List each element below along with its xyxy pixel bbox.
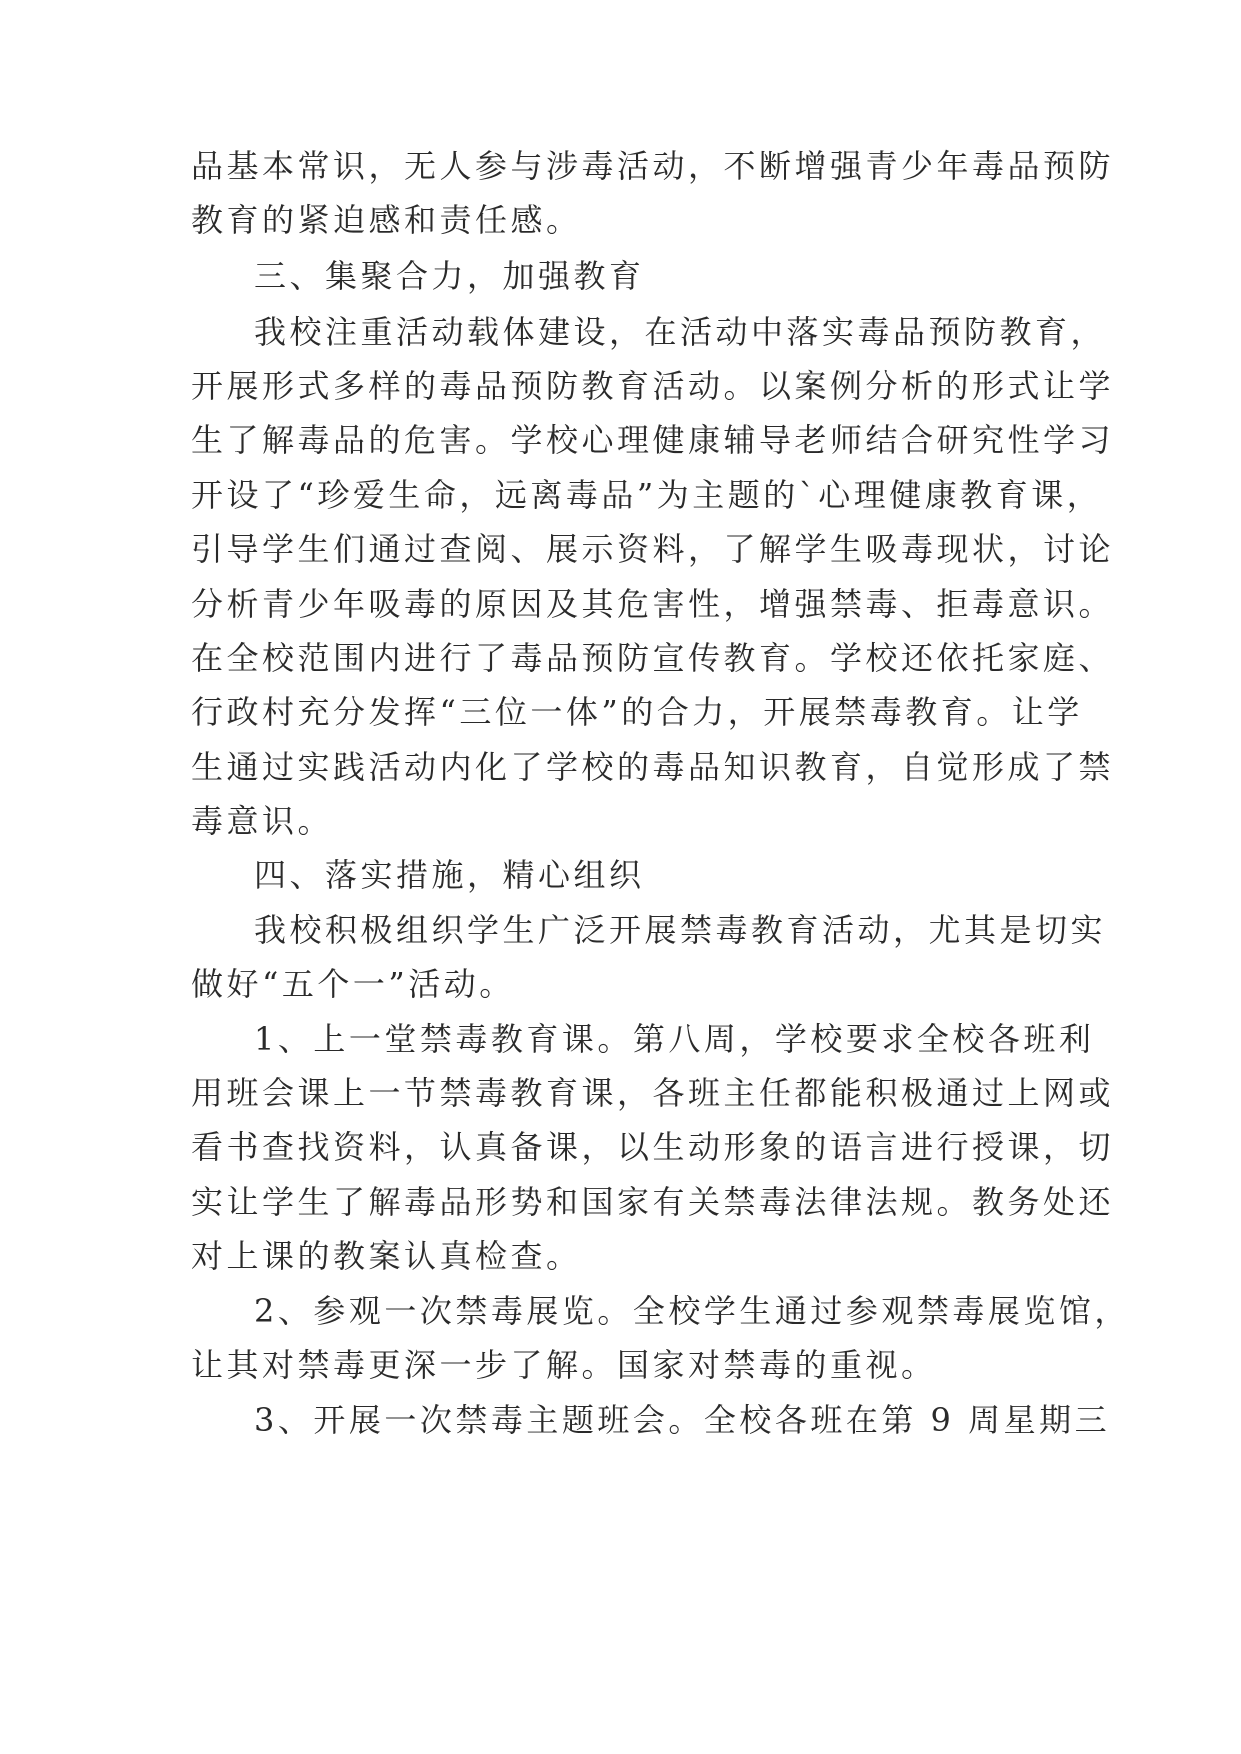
text-line: 让其对禁毒更深一步了解。国家对禁毒的重视。: [191, 1346, 937, 1384]
text-line: 毒意识。: [191, 802, 334, 840]
text-line: 开展形式多样的毒品预防教育活动。以案例分析的形式让学: [191, 367, 1115, 405]
section-heading-3: 三、集聚合力，加强教育: [254, 257, 645, 295]
text-line: 3、开展一次禁毒主题班会。全校各班在第 9 周星期三: [254, 1401, 1111, 1439]
text-line: 品基本常识，无人参与涉毒活动，不断增强青少年毒品预防: [191, 147, 1115, 185]
text-line: 用班会课上一节禁毒教育课，各班主任都能积极通过上网或: [191, 1074, 1115, 1112]
text-line: 看书查找资料，认真备课，以生动形象的语言进行授课，切: [191, 1128, 1115, 1166]
text-line: 生通过实践活动内化了学校的毒品知识教育，自觉形成了禁: [191, 748, 1115, 786]
section-heading-4: 四、落实措施，精心组织: [254, 856, 645, 894]
text-line: 开设了“珍爱生命，远离毒品”为主题的`心理健康教育课，: [191, 476, 1103, 514]
text-line: 我校注重活动载体建设，在活动中落实毒品预防教育，: [254, 313, 1107, 351]
text-line: 行政村充分发挥“三位一体”的合力，开展禁毒教育。让学: [191, 693, 1083, 731]
text-line: 教育的紧迫感和责任感。: [191, 201, 582, 239]
text-line: 2、参观一次禁毒展览。全校学生通过参观禁毒展览馆，: [254, 1292, 1130, 1330]
text-line: 我校积极组织学生广泛开展禁毒教育活动，尤其是切实: [254, 911, 1107, 949]
text-line: 引导学生们通过查阅、展示资料，了解学生吸毒现状，讨论: [191, 530, 1115, 568]
text-line: 1、上一堂禁毒教育课。第八周，学校要求全校各班利: [254, 1020, 1095, 1058]
text-line: 实让学生了解毒品形势和国家有关禁毒法律法规。教务处还: [191, 1183, 1115, 1221]
text-line: 在全校范围内进行了毒品预防宣传教育。学校还依托家庭、: [191, 639, 1115, 677]
text-line: 对上课的教案认真检查。: [191, 1237, 582, 1275]
text-line: 分析青少年吸毒的原因及其危害性，增强禁毒、拒毒意识。: [191, 585, 1115, 623]
text-line: 生了解毒品的危害。学校心理健康辅导老师结合研究性学习: [191, 421, 1115, 459]
text-line: 做好“五个一”活动。: [191, 965, 515, 1003]
